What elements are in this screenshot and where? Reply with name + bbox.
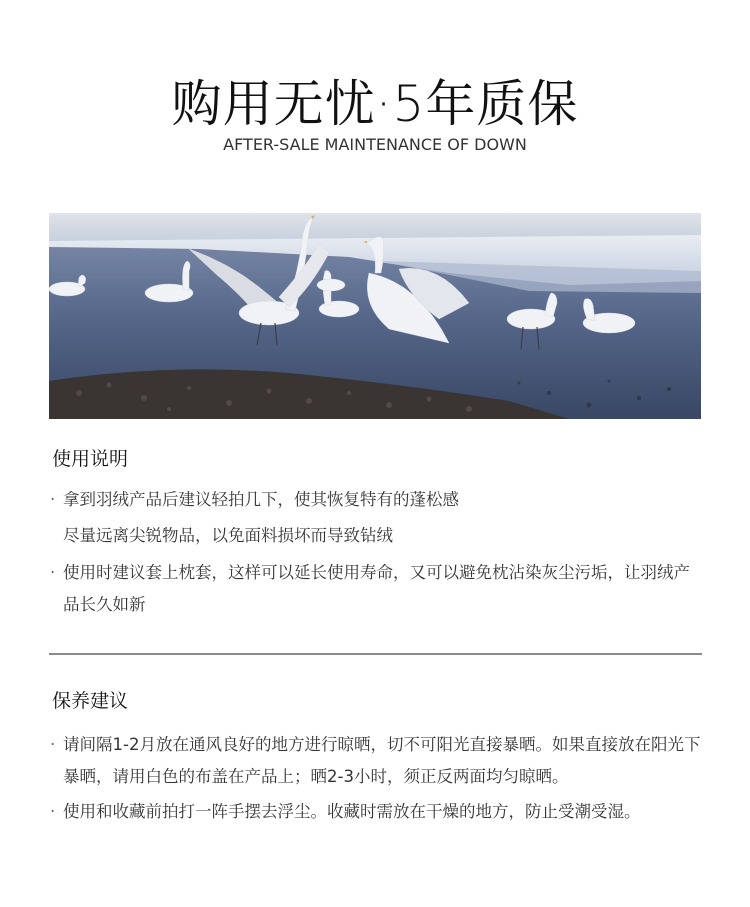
- usage-heading: 使用说明: [52, 448, 129, 470]
- usage-item: [50, 557, 705, 621]
- usage-item: [50, 484, 705, 516]
- care-item: [50, 796, 705, 828]
- usage-item-text: 拿到羽绒产品后建议轻拍几下，使其恢复特有的蓬松感: [63, 490, 459, 509]
- section-divider: [49, 653, 702, 655]
- page-subtitle: AFTER-SALE MAINTENANCE OF DOWN: [223, 135, 527, 154]
- bullet-mark: ·: [50, 735, 56, 754]
- usage-item-text: 尽量远离尖锐物品，以免面料损坏而导致钻绒: [63, 526, 393, 545]
- care-heading: 保养建议: [52, 690, 129, 712]
- bullet-mark: ·: [50, 490, 56, 509]
- care-item: [50, 729, 705, 793]
- usage-item-text: 使用时建议套上枕套，这样可以延长使用寿命，又可以避免枕沾染灰尘污垢，让羽绒产品长久如新: [63, 563, 690, 614]
- bullet-mark: ·: [50, 802, 56, 821]
- page-title: 购用无忧·5年质保: [171, 75, 579, 133]
- care-item-text: 请间隔1-2月放在通风良好的地方进行晾晒，切不可阳光直接暴晒。如果直接放在阳光下暴晒，请用白色的布盖在产品上；晒2-3小时，须正反两面均匀晾晒。: [63, 735, 701, 786]
- care-item-text: 使用和收藏前拍打一阵手摆去浮尘。收藏时需放在干燥的地方，防止受潮受湿。: [63, 802, 641, 821]
- bullet-mark: ·: [50, 563, 56, 582]
- usage-item: [50, 520, 705, 552]
- swans-photo: [49, 213, 701, 419]
